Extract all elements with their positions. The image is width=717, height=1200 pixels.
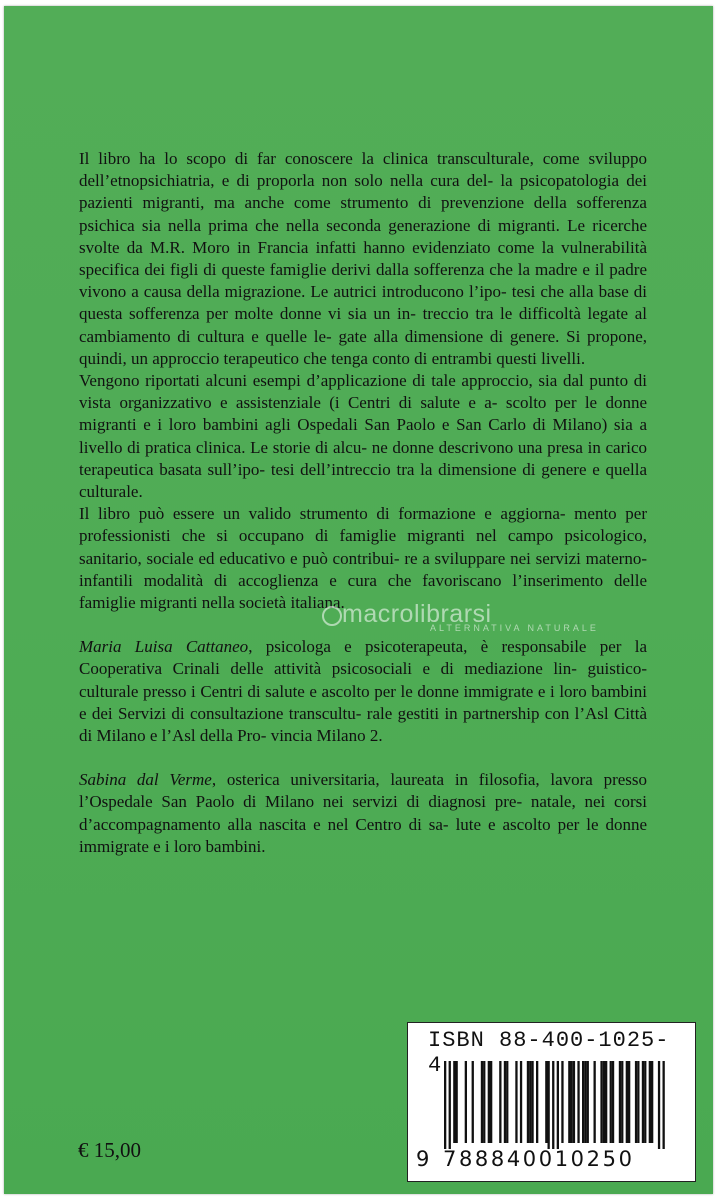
barcode-bar — [506, 1061, 508, 1143]
barcode-bar — [499, 1061, 501, 1143]
author-name-1: Maria Luisa Cattaneo — [79, 637, 249, 657]
barcode-bar — [465, 1061, 467, 1143]
description-paragraph-1: Il libro ha lo scopo di far conoscere la clinica transculturale, come sviluppo dell’etnopsichiatria, e di proporla non solo nella cura del- la psicopatologia dei pazienti migranti, ma anche come strumento di prevenzione della sofferenza psichica sia nella prima che nella seconda generazione di migranti. Le ricerche svolte da M.R. Moro in Francia infatti hanno evidenziato come la vulnerabilità specifica dei figli di queste famiglie derivi dalla sofferenza che la madre e il padre vivono a causa della migrazione. Le autrici introducono l’ipo- tesi che alla base di questa sofferenza per molte donne vi sia un in- treccio tra le difficoltà legate al cambiamento di cultura e quelle le- gate alla dimensione di genere. Si propone, quindi, un approccio terapeutico che tenga conto di entrambi questi livelli. — [79, 149, 648, 368]
barcode-first-digit: 9 — [416, 1147, 430, 1171]
barcode-bar — [444, 1061, 446, 1149]
barcode-bar — [628, 1061, 630, 1143]
barcode-bar — [552, 1061, 554, 1149]
description-text — [79, 148, 647, 858]
barcode-bar — [603, 1061, 605, 1143]
barcode-bar — [520, 1061, 522, 1143]
description-paragraph-2: Vengono riportati alcuni esempi d’applicazione di tale approccio, sia dal punto di vista organizzativo e assistenziale (i Centri di salute e a- scolto per le donne migranti e i loro bambini agli Ospedali San Paolo e San Carlo di Milano) sia a livello di pratica clinica. Le storie di alcu- ne donne descrivono una presa in carico terapeutica basata sull’ipo- tesi dell’intreccio tra la dimensione di genere e quella culturale. — [79, 371, 648, 502]
description-paragraph-3: Il libro può essere un valido strumento di formazione e aggiorna- mento per professionisti che si occupano di famiglie migranti nel campo psicologico, sanitario, sociale ed educativo e può contribui- re a sviluppare nei servizi materno-infantili modalità di accoglienza e cura che favoriscano l’inserimento delle famiglie migranti nella società italiana. — [79, 504, 647, 613]
watermark-circle-icon — [322, 606, 342, 626]
barcode-bar — [490, 1061, 492, 1143]
barcode-bar — [573, 1061, 575, 1143]
barcode-bar — [621, 1061, 623, 1143]
isbn-label: ISBN 88-400-1025-4 — [428, 1028, 670, 1078]
barcode-bar — [531, 1061, 533, 1143]
barcode-rest-digits: 788840010250 — [443, 1147, 635, 1171]
watermark-logo — [322, 600, 612, 640]
barcode-bar — [504, 1061, 506, 1143]
barcode-bar — [545, 1061, 547, 1143]
barcode-bar — [605, 1061, 607, 1143]
barcode-bar — [612, 1061, 614, 1143]
barcode-bar — [536, 1061, 538, 1143]
barcode-bar — [587, 1061, 589, 1143]
barcode-bar — [577, 1061, 579, 1143]
barcode-bar — [610, 1061, 612, 1143]
barcode-bar — [561, 1061, 563, 1143]
barcode-bar — [571, 1061, 573, 1143]
price: € 15,00 — [78, 1138, 141, 1162]
barcode-bar — [527, 1061, 529, 1143]
barcode-bar — [481, 1061, 483, 1143]
barcode-bar — [600, 1061, 602, 1143]
back-cover — [4, 6, 713, 1194]
barcode-bar — [649, 1061, 651, 1143]
barcode-bar — [453, 1061, 455, 1143]
barcode-bar — [663, 1061, 665, 1149]
barcode-bar — [456, 1061, 458, 1143]
author-bio-1: Maria Luisa Cattaneo, psicologa e psicoterapeuta, è responsabile per la Cooperativa Crinali delle attività psicosociali e di mediazione lin- guistico-culturale presso i Centri di salute e ascolto per le donne immigrate e i loro bambini e dei Servizi di consultazione transcultu- rale gestiti in partnership con l’Asl Città di Milano e l’Asl della Pro- vincia Milano 2. — [79, 637, 648, 746]
barcode-bar — [637, 1061, 639, 1143]
barcode-bar — [449, 1061, 451, 1149]
barcode-bar — [472, 1061, 474, 1143]
watermark-subtitle: ALTERNATIVA NATURALE — [430, 623, 599, 633]
barcode-bar — [642, 1061, 644, 1143]
author-name-2: Sabina dal Verme — [79, 770, 212, 790]
barcode-bars — [442, 1061, 670, 1149]
barcode-bar — [651, 1061, 653, 1143]
barcode-bar — [548, 1061, 550, 1149]
barcode-bar — [568, 1061, 570, 1143]
barcode-bar — [594, 1061, 596, 1143]
barcode-bar — [488, 1061, 490, 1143]
barcode-bar — [483, 1061, 485, 1143]
barcode-bar — [626, 1061, 628, 1143]
barcode-bar — [635, 1061, 637, 1143]
barcode-bar — [515, 1061, 517, 1143]
barcode-bar — [582, 1061, 584, 1143]
barcode-bar — [557, 1061, 559, 1149]
barcode-bar — [658, 1061, 660, 1149]
barcode-bar — [529, 1061, 531, 1143]
barcode-box — [407, 1022, 696, 1182]
watermark-title: macrolibrarsi — [342, 600, 492, 628]
barcode-bar — [619, 1061, 621, 1143]
author-bio-2: Sabina dal Verme, osterica universitaria, laureata in filosofia, lavora presso l’Ospedale San Paolo di Milano nei servizi di diagnosi pre- natale, nei corsi d’accompagnamento alla nascita e nel Centro di sa- lute e ascolto per le donne immigrate e i loro bambini. — [79, 770, 648, 856]
barcode-bar — [644, 1061, 646, 1143]
barcode-bar — [584, 1061, 586, 1143]
